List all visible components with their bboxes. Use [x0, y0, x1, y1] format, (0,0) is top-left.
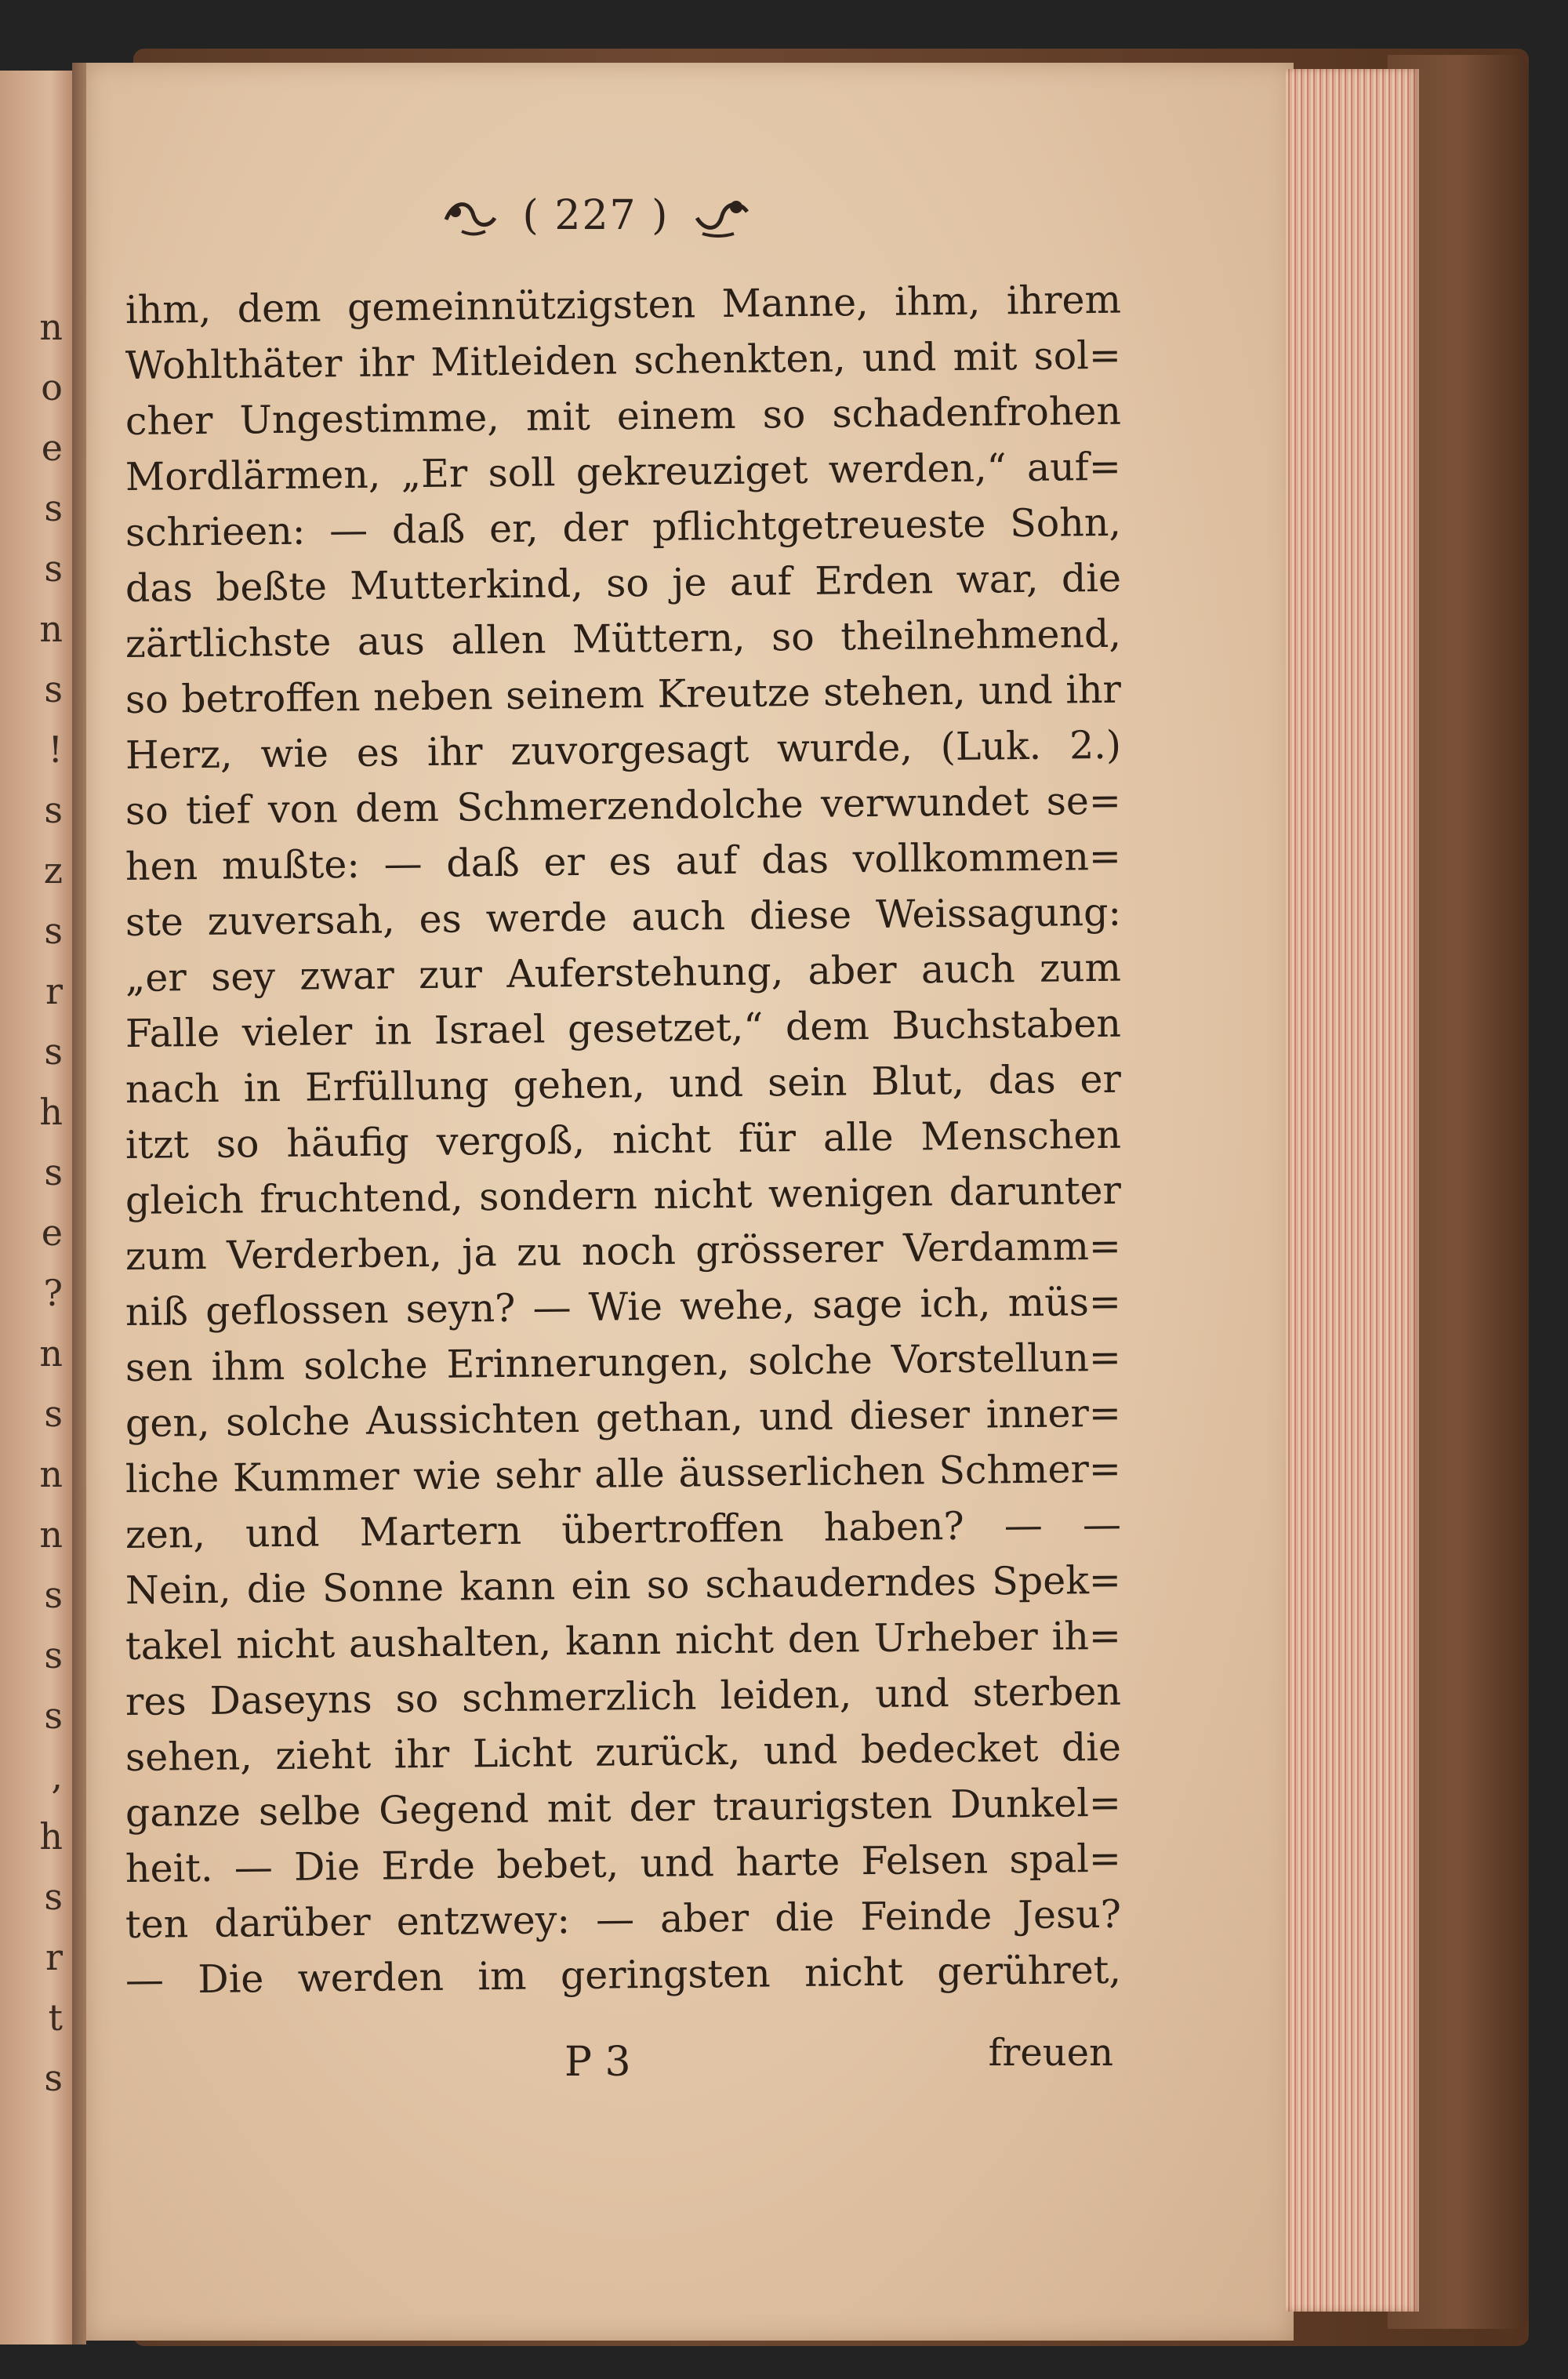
text-line: das beßte Mutterkind, so je auf Erden war, die — [125, 555, 1122, 611]
facing-page-fragment: n — [39, 306, 63, 348]
facing-page-fragment: n — [39, 1453, 63, 1495]
text-line: sen ihm solche Erinnerungen, solche Vorstellun= — [125, 1335, 1122, 1390]
facing-page-fragment: h — [39, 1815, 63, 1858]
facing-page-strip — [0, 71, 72, 2344]
text-line: so tief von dem Schmerzendolche verwundet se= — [125, 778, 1122, 834]
signature-mark: P 3 — [564, 2039, 631, 2086]
facing-page-fragment: r — [45, 970, 63, 1012]
facing-page-fragment: ? — [43, 1272, 63, 1314]
text-line: ihm, dem gemeinnützigsten Manne, ihm, ihrem — [125, 277, 1122, 332]
text-line: schrieen: — daß er, der pflichtgetreueste Sohn, — [125, 499, 1122, 555]
page-edges — [1286, 69, 1419, 2312]
facing-page-fragment: e — [41, 427, 63, 469]
facing-page-fragment: n — [39, 608, 63, 650]
right-ornament-icon — [691, 188, 753, 243]
text-line: ste zuversah, es werde auch diese Weissagung: — [125, 889, 1122, 945]
facing-page-fragment: r — [45, 1936, 63, 1978]
text-line: heit. — Die Erde bebet, und harte Felsen spal= — [125, 1836, 1122, 1891]
facing-page-fragment: s — [44, 1694, 63, 1737]
facing-page-fragment: s — [44, 1151, 63, 1193]
text-line: hen mußte: — daß er es auf das vollkommen= — [125, 834, 1122, 889]
text-line: gen, solche Aussichten gethan, und dieser inner= — [125, 1390, 1122, 1446]
facing-page-fragment: , — [51, 1755, 63, 1797]
text-line: zen, und Martern übertroffen haben? — — — [125, 1502, 1122, 1557]
text-line: zum Verderben, ja zu noch grösserer Verdamm= — [125, 1223, 1122, 1279]
text-line: cher Ungestimme, mit einem so schadenfrohen — [125, 388, 1122, 444]
facing-page-fragment: s — [44, 1574, 63, 1616]
text-line: „er sey zwar zur Auferstehung, aber auch zum — [125, 945, 1122, 1001]
facing-page-fragment: s — [44, 2057, 63, 2099]
text-line: so betroffen neben seinem Kreutze stehen, und ihr — [125, 666, 1122, 722]
text-line: zärtlichste aus allen Müttern, so theilnehmend, — [125, 611, 1122, 666]
text-line: ganze selbe Gegend mit der traurigsten Dunkel= — [125, 1780, 1122, 1836]
facing-page-fragment: s — [44, 910, 63, 952]
text-line: takel nicht aushalten, kann nicht den Urheber ih= — [125, 1613, 1122, 1669]
page-body — [125, 277, 1122, 2008]
facing-page-fragment: s — [44, 789, 63, 831]
facing-page-fragment: h — [39, 1091, 63, 1133]
page-footer — [125, 2031, 1121, 2101]
facing-page-fragment: ! — [48, 728, 63, 771]
facing-page-fragment: s — [44, 668, 63, 710]
text-line: Herz, wie es ihr zuvorgesagt wurde, (Luk. 2.) — [125, 722, 1122, 778]
text-line: res Daseyns so schmerzlich leiden, und sterben — [125, 1669, 1122, 1724]
text-line: nach in Erfüllung gehen, und sein Blut, das er — [125, 1056, 1122, 1112]
facing-page-fragment: z — [43, 849, 63, 892]
text-line: Wohlthäter ihr Mitleiden schenkten, und mit sol= — [125, 332, 1122, 388]
facing-page-fragment: s — [44, 487, 63, 529]
facing-page-fragment: e — [41, 1211, 63, 1254]
book-gutter — [72, 63, 86, 2344]
text-line: Falle vieler in Israel gesetzet,“ dem Buchstaben — [125, 1001, 1122, 1056]
facing-page-fragment: o — [41, 366, 63, 409]
facing-page-fragment: s — [44, 547, 63, 590]
facing-page-fragment: n — [39, 1513, 63, 1556]
facing-page-fragment: s — [44, 1393, 63, 1435]
text-line: itzt so häufig vergoß, nicht für alle Menschen — [125, 1112, 1122, 1168]
text-line: liche Kummer wie sehr alle äusserlichen Schmer= — [125, 1446, 1122, 1502]
left-ornament-icon — [438, 188, 501, 243]
facing-page-fragment: s — [44, 1876, 63, 1918]
page-header — [376, 180, 815, 251]
text-line: Nein, die Sonne kann ein so schauderndes Spek= — [125, 1557, 1122, 1613]
text-line: gleich fruchtend, sondern nicht wenigen darunter — [125, 1168, 1122, 1223]
text-line: niß geflossen seyn? — Wie wehe, sage ich, müs= — [125, 1279, 1122, 1335]
facing-page-fragment: s — [44, 1030, 63, 1073]
text-line: ten darüber entzwey: — aber die Feinde Jesu? — [125, 1891, 1122, 1947]
page-number: ( 227 ) — [522, 192, 670, 239]
facing-page-fragment: n — [39, 1332, 63, 1375]
facing-page-fragment: s — [44, 1634, 63, 1676]
text-line: — Die werden im geringsten nicht gerühret, — [125, 1947, 1122, 2003]
text-line: sehen, zieht ihr Licht zurück, und bedecket die — [125, 1724, 1122, 1780]
text-line: Mordlärmen, „Er soll gekreuziget werden,“ auf= — [125, 444, 1122, 499]
facing-page-fragment: t — [48, 1996, 63, 2039]
catchword: freuen — [988, 2031, 1113, 2075]
